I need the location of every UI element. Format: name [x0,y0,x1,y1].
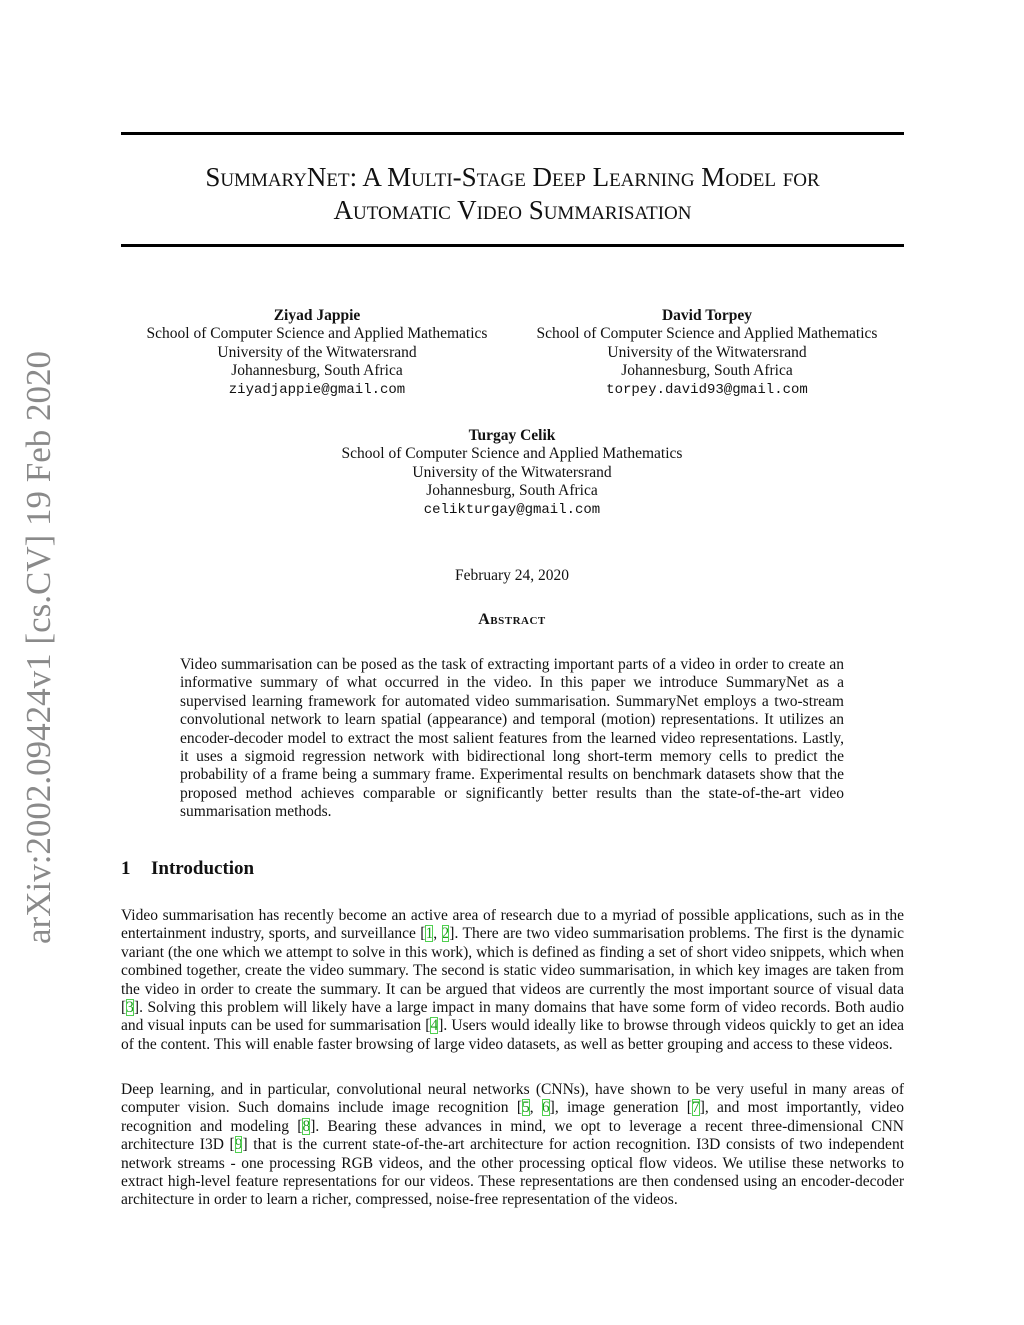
section-title: Introduction [151,858,255,879]
citation-link[interactable]: 1 [425,925,434,943]
publication-date: February 24, 2020 [454,567,570,584]
paragraph-text: Deep learning, and in particular, convolutional neural networks (CNNs), have shown to be very useful in many areas of computer vision. Such domains include image recognition [ [121,1081,904,1117]
citation-link[interactable]: 7 [691,1099,700,1117]
paragraph-text: ] that is the current state-of-the-art architecture for action recognition. I3D consists of two independent network streams - one processing RGB videos, and the other processing optical flow videos. We utilise these networks to extract high-level feature representations for our videos. These representations are then condensed using an encoder-decoder architecture in order to learn a richer, compressed, noise-free representation of the videos. [121,1136,904,1209]
section-heading [121,858,254,880]
paper-title [121,161,904,227]
title-line-1: SummaryNet: A Multi-Stage Deep Learning Model for [205,162,820,192]
paragraph-text: ]. There are two video summarisation problems. The first is the dynamic variant (the one which we attempt to solve in this work), which is defined as finding a set of short video snippets, which when combined together, create the video summary. The second is static video summarisation, in which key images are taken from the video in order to create the summary. It can be argued that videos are currently the most important source of visual data [ [121,925,905,1017]
abstract-text: Video summarisation can be posed as the task of extracting important parts of a video in order to create an informative summary of what occurred in the video. In this paper we introduce SummaryNet as a supervised learning framework for automated video summarisation. SummaryNet employs a two-stream convolutional network to learn spatial (appearance) and temporal (motion) representations. It utilizes an encoder-decoder model to extract the most salient features from the learned video representations. Lastly, it uses a sigmoid regression network with bidirectional long short-term memory cells to predict the probability of a frame being a summary frame. Experimental results on benchmark datasets show that the proposed method achieves comparable or significantly better results than the state-of-the-art video summarisation methods. [180,656,844,821]
author-block-3 [322,427,702,519]
author-department: School of Computer Science and Applied Mathematics [536,325,878,343]
author-email: ziyadjappie@gmail.com [228,381,406,398]
arxiv-identifier-stamp: arXiv:2002.09424v1 [cs.CV] 19 Feb 2020 [19,350,58,944]
paragraph-text: ], image generation [ [549,1099,692,1117]
author-block-1 [127,307,507,399]
author-email: celikturgay@gmail.com [423,501,601,518]
title-top-rule [121,132,904,135]
author-block-2 [517,307,897,399]
author-department: School of Computer Science and Applied Mathematics [341,445,683,463]
section-number: 1 [121,858,131,879]
title-line-2: Automatic Video Summarisation [333,195,692,225]
citation-separator: , [433,925,442,943]
title-bottom-rule [121,244,904,247]
paragraph-text: Video summarisation has recently become an active area of research due to a myriad of possible applications, such as in the entertainment industry, sports, and surveillance [ [121,907,904,943]
author-department: School of Computer Science and Applied Mathematics [146,325,488,343]
paragraph-text: ]. Bearing these advances in mind, we opt to leverage a recent three-dimensional CNN architecture I3D [ [121,1117,904,1154]
citation-link[interactable]: 3 [126,999,134,1017]
citation-separator: , [529,1099,542,1117]
author-name: Ziyad Jappie [273,307,361,324]
author-university: University of the Witwatersrand [607,343,807,361]
paragraph-text: ], and most importantly, video recognition and modeling [ [121,1099,905,1135]
citation-link[interactable]: 4 [430,1017,439,1035]
citation-link[interactable]: 8 [302,1117,311,1135]
author-location: Johannesburg, South Africa [621,362,793,380]
author-name: Turgay Celik [468,427,556,444]
abstract-heading: Abstract [478,611,546,628]
author-university: University of the Witwatersrand [217,343,417,361]
citation-link[interactable]: 9 [234,1136,243,1154]
intro-paragraph-1 [121,907,904,1054]
author-email: torpey.david93@gmail.com [606,381,808,398]
citation-link[interactable]: 6 [541,1099,550,1117]
paragraph-text: ]. Solving this problem will likely have a large impact in many domains that have some form of video records. Both audio and visual inputs can be used for summarisation [ [121,999,904,1035]
intro-paragraph-2 [121,1081,904,1210]
author-university: University of the Witwatersrand [412,463,612,481]
author-location: Johannesburg, South Africa [426,482,598,500]
author-location: Johannesburg, South Africa [231,362,403,380]
author-name: David Torpey [661,307,752,324]
paragraph-text: ]. Users would ideally like to browse through videos quickly to get an idea of the content. This will enable faster browsing of large video datasets, as well as better grouping and access to these videos. [121,1017,904,1053]
citation-link[interactable]: 2 [441,925,450,943]
citation-link[interactable]: 5 [522,1099,530,1117]
